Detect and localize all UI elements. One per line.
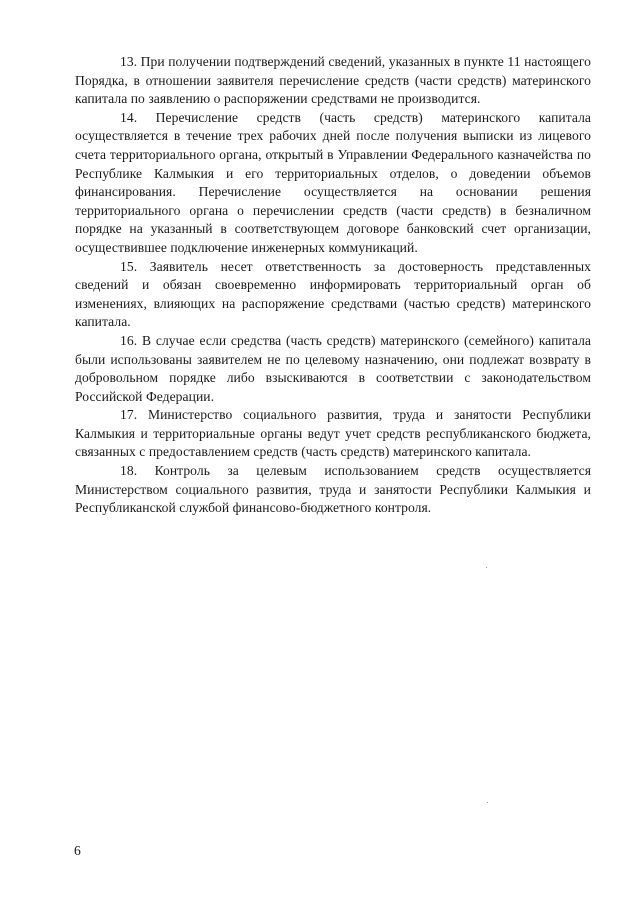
scan-speck — [487, 802, 488, 803]
document-body — [75, 53, 591, 518]
paragraph-15: 15. Заявитель несет ответственность за достоверность представленных сведений и обязан своевременно информировать территориальный орган об изменениях, влияющих на распоряжение средствами (частью средств) материнского капитала. — [75, 258, 591, 330]
paragraph-14: 14. Перечисление средств (часть средств) материнского капитала осуществляется в течение трех рабочих дней после получения выписки из лицевого счета территориального органа, открытый в Управлении Федерального казначейства по Республике Калмыкия и его территориальных отделов, о доведении объемов финансирования. Перечисление осуществляется на основании решения территориального органа о перечислении средств (части средств) в безналичном порядке на указанный в соответствующем договоре банковский счет организации, осуществившее подключение инженерных коммуникаций. — [75, 109, 591, 255]
paragraph-16: 16. В случае если средства (часть средств) материнского (семейного) капитала были использованы заявителем не по целевому назначению, они подлежат возврату в добровольном порядке либо взыскиваются в соответствии с законодательством Российской Федерации. — [75, 332, 591, 404]
paragraph-13: 13. При получении подтверждений сведений, указанных в пункте 11 настоящего Порядка, в отношении заявителя перечисление средств (части средств) материнского капитала по заявлению о распоряжении средствами не производится. — [75, 54, 591, 107]
page-number: 6 — [74, 843, 81, 858]
paragraph-18: 18. Контроль за целевым использованием средств осуществляется Министерством социального развития, труда и занятости Республики Калмыкия и Республиканской службой финансово-бюджетного контроля. — [75, 463, 591, 516]
scan-speck — [486, 567, 487, 568]
paragraph-17: 17. Министерство социального развития, труда и занятости Республики Калмыкия и территориальные органы ведут учет средств республиканского бюджета, связанных с предоставлением средств (часть средств) материнского капитала. — [75, 407, 591, 460]
